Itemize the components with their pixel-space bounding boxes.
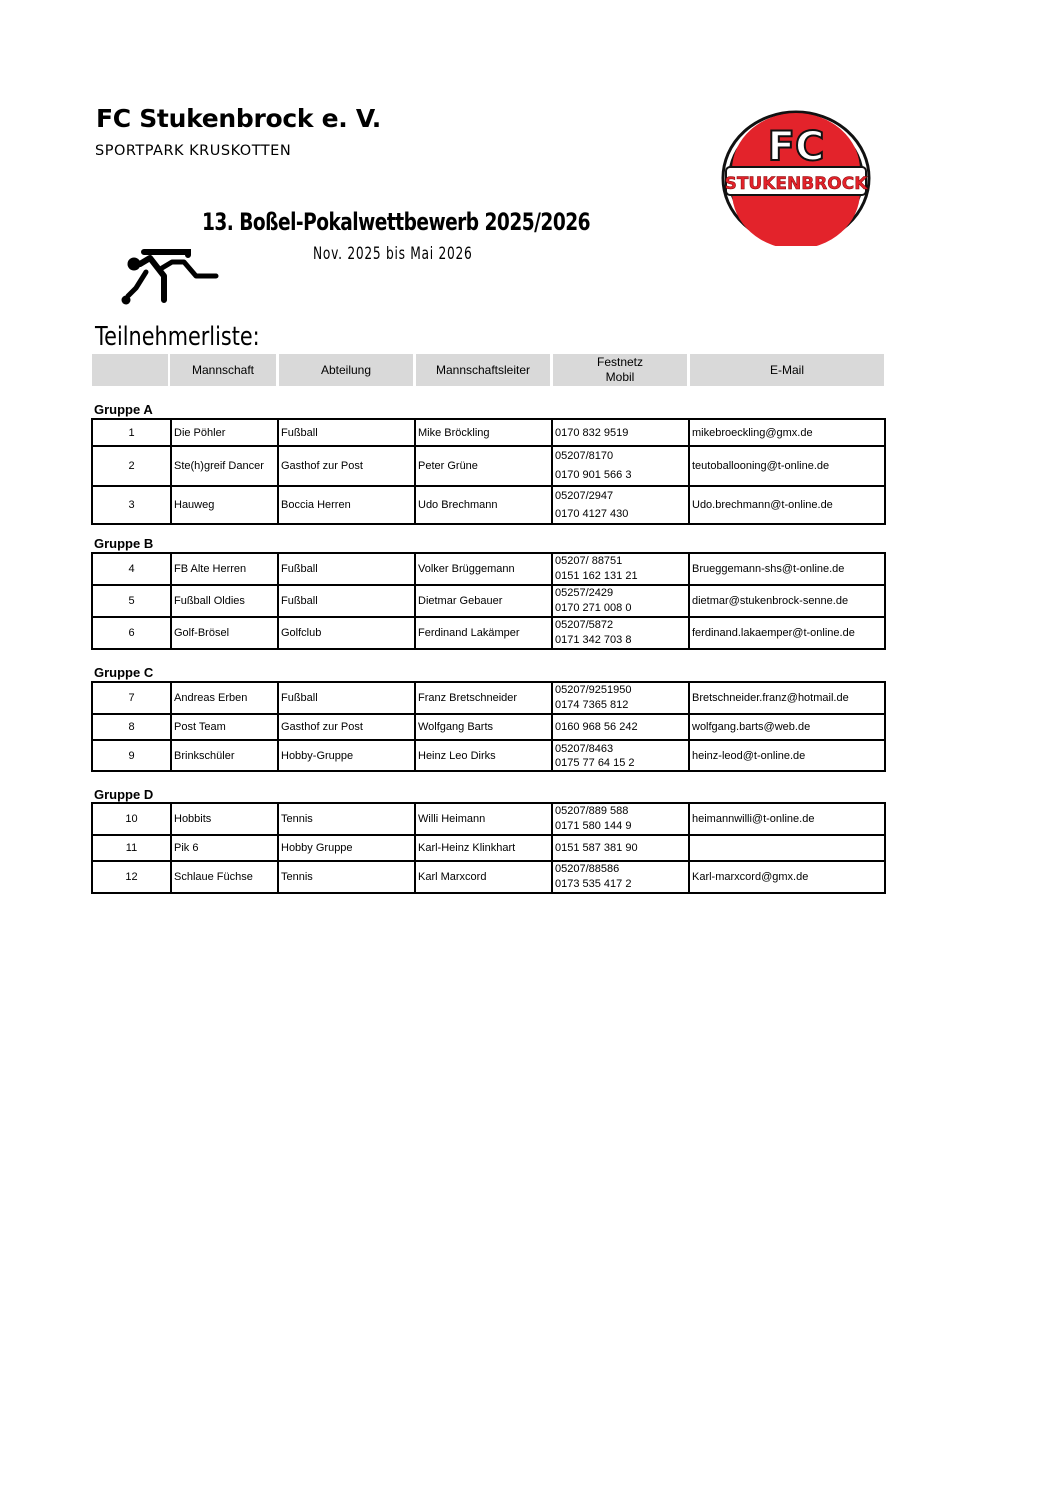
group-label-c: Gruppe C: [94, 665, 154, 680]
row-email: Brueggemann-shs@t-online.de: [689, 553, 885, 585]
row-nr: 12: [92, 861, 171, 893]
column-header-department: Abteilung: [279, 354, 413, 386]
row-phone-1: 0151 587 381 90: [555, 842, 638, 854]
row-phone-2: 0175 77 64 15 2: [555, 756, 635, 769]
row-email: wolfgang.barts@web.de: [689, 714, 885, 740]
table-row: [92, 486, 885, 524]
row-leader: Karl Marxcord: [415, 861, 552, 893]
group-table-a: [91, 418, 886, 525]
row-nr: 10: [92, 803, 171, 835]
club-logo: [720, 110, 872, 246]
table-row: [92, 553, 885, 585]
table-row: [92, 803, 885, 835]
column-header-phone: [553, 354, 687, 386]
row-leader: Peter Grüne: [415, 446, 552, 486]
group-label-a: Gruppe A: [94, 402, 153, 417]
row-department: Fußball: [278, 585, 415, 617]
column-header-leader: Mannschaftsleiter: [416, 354, 550, 386]
table-row: [92, 861, 885, 893]
row-phone: [552, 714, 689, 740]
row-leader: Heinz Leo Dirks: [415, 740, 552, 771]
logo-club-text: STUKENBROCK: [724, 174, 868, 194]
row-team: Ste(h)greif Dancer: [171, 446, 278, 486]
row-email: [689, 835, 885, 861]
table-row: [92, 617, 885, 649]
row-email: ferdinand.lakaemper@t-online.de: [689, 617, 885, 649]
club-subtitle: SPORTPARK KRUSKOTTEN: [95, 143, 292, 159]
row-email: heimannwilli@t-online.de: [689, 803, 885, 835]
group-table-d: [91, 802, 886, 894]
row-phone: [552, 419, 689, 446]
row-team: Brinkschüler: [171, 740, 278, 771]
row-phone: [552, 585, 689, 617]
row-leader: Willi Heimann: [415, 803, 552, 835]
list-title: Teilnehmerliste:: [95, 322, 260, 352]
row-nr: 3: [92, 486, 171, 524]
row-phone: [552, 553, 689, 585]
row-phone-2: 0171 342 703 8: [555, 634, 632, 646]
row-department: Gasthof zur Post: [278, 446, 415, 486]
row-phone: [552, 740, 689, 771]
row-team: Pik 6: [171, 835, 278, 861]
row-phone-1: 0170 832 9519: [555, 426, 629, 439]
row-phone-1: 05207/8170: [555, 450, 614, 462]
row-phone-1: 05257/2429: [555, 587, 614, 599]
row-department: Fußball: [278, 419, 415, 446]
row-phone-1: 05207/88586: [555, 863, 620, 875]
row-nr: 2: [92, 446, 171, 486]
row-phone: [552, 446, 689, 486]
row-nr: 1: [92, 419, 171, 446]
row-department: Fußball: [278, 553, 415, 585]
row-phone-1: 05207/5872: [555, 619, 614, 631]
row-leader: Karl-Heinz Klinkhart: [415, 835, 552, 861]
row-phone: [552, 617, 689, 649]
club-name: FC Stukenbrock e. V.: [96, 104, 381, 133]
row-department: Hobby-Gruppe: [278, 740, 415, 771]
table-row: [92, 446, 885, 486]
row-phone: [552, 861, 689, 893]
row-phone-1: 05207/889 588: [555, 805, 629, 817]
bossel-player-icon: [118, 248, 222, 308]
group-label-b: Gruppe B: [94, 536, 154, 551]
table-row: [92, 835, 885, 861]
row-leader: Udo Brechmann: [415, 486, 552, 524]
row-leader: Wolfgang Barts: [415, 714, 552, 740]
table-row: [92, 682, 885, 714]
row-leader: Dietmar Gebauer: [415, 585, 552, 617]
row-team: Andreas Erben: [171, 682, 278, 714]
row-phone-1: 05207/9251950: [555, 684, 632, 696]
row-phone-2: 0151 162 131 21: [555, 570, 638, 582]
row-phone-1: 05207/2947: [555, 490, 614, 502]
row-email: Udo.brechmann@t-online.de: [689, 486, 885, 524]
row-department: Fußball: [278, 682, 415, 714]
row-nr: 9: [92, 740, 171, 771]
row-email: mikebroeckling@gmx.de: [689, 419, 885, 446]
row-team: Hauweg: [171, 486, 278, 524]
event-title: 13. Boßel-Pokalwettbewerb 2025/2026: [202, 208, 591, 236]
column-header-phone-landline: Festnetz: [596, 355, 644, 369]
row-phone-1: 05207/ 88751: [555, 555, 623, 567]
row-email: heinz-leod@t-online.de: [689, 740, 885, 771]
row-leader: Franz Bretschneider: [415, 682, 552, 714]
row-phone-2: 0170 4127 430: [555, 508, 629, 520]
row-department: Boccia Herren: [278, 486, 415, 524]
row-team: Hobbits: [171, 803, 278, 835]
row-nr: 5: [92, 585, 171, 617]
group-label-d: Gruppe D: [94, 787, 154, 802]
row-department: Tennis: [278, 803, 415, 835]
row-phone-2: 0173 535 417 2: [555, 878, 632, 890]
table-row: [92, 714, 885, 740]
row-team: Fußball Oldies: [171, 585, 278, 617]
row-phone: [552, 682, 689, 714]
row-email: teutoballooning@t-online.de: [689, 446, 885, 486]
row-phone-2: 0174 7365 812: [555, 699, 629, 711]
row-leader: Volker Brüggemann: [415, 553, 552, 585]
row-nr: 4: [92, 553, 171, 585]
row-phone-2: 0170 271 008 0: [555, 602, 632, 614]
row-team: Schlaue Füchse: [171, 861, 278, 893]
row-leader: Mike Bröckling: [415, 419, 552, 446]
row-phone-2: 0171 580 144 9: [555, 820, 632, 832]
table-row: [92, 740, 885, 771]
column-header-team: Mannschaft: [170, 354, 276, 386]
event-dates: Nov. 2025 bis Mai 2026: [313, 244, 473, 264]
row-nr: 7: [92, 682, 171, 714]
row-nr: 11: [92, 835, 171, 861]
row-phone: [552, 486, 689, 524]
logo-fc-text: FC: [767, 124, 825, 170]
row-phone-1: 05207/8463: [555, 742, 614, 755]
column-header-email: E-Mail: [690, 354, 884, 386]
table-row: [92, 585, 885, 617]
row-department: Tennis: [278, 861, 415, 893]
row-email: dietmar@stukenbrock-senne.de: [689, 585, 885, 617]
row-phone: [552, 803, 689, 835]
row-phone-2: 0170 901 566 3: [555, 469, 632, 481]
row-nr: 8: [92, 714, 171, 740]
row-email: Karl-marxcord@gmx.de: [689, 861, 885, 893]
row-team: Golf-Brösel: [171, 617, 278, 649]
row-team: FB Alte Herren: [171, 553, 278, 585]
row-nr: 6: [92, 617, 171, 649]
group-table-c: [91, 681, 886, 772]
row-phone: [552, 835, 689, 861]
row-team: Post Team: [171, 714, 278, 740]
table-row: [92, 419, 885, 446]
column-header-nr: [92, 354, 168, 386]
row-department: Hobby Gruppe: [278, 835, 415, 861]
row-email: Bretschneider.franz@hotmail.de: [689, 682, 885, 714]
group-table-b: [91, 552, 886, 650]
column-header-phone-mobile: Mobil: [605, 370, 635, 384]
row-phone-1: 0160 968 56 242: [555, 721, 638, 733]
row-leader: Ferdinand Lakämper: [415, 617, 552, 649]
row-department: Golfclub: [278, 617, 415, 649]
row-department: Gasthof zur Post: [278, 714, 415, 740]
row-team: Die Pöhler: [171, 419, 278, 446]
